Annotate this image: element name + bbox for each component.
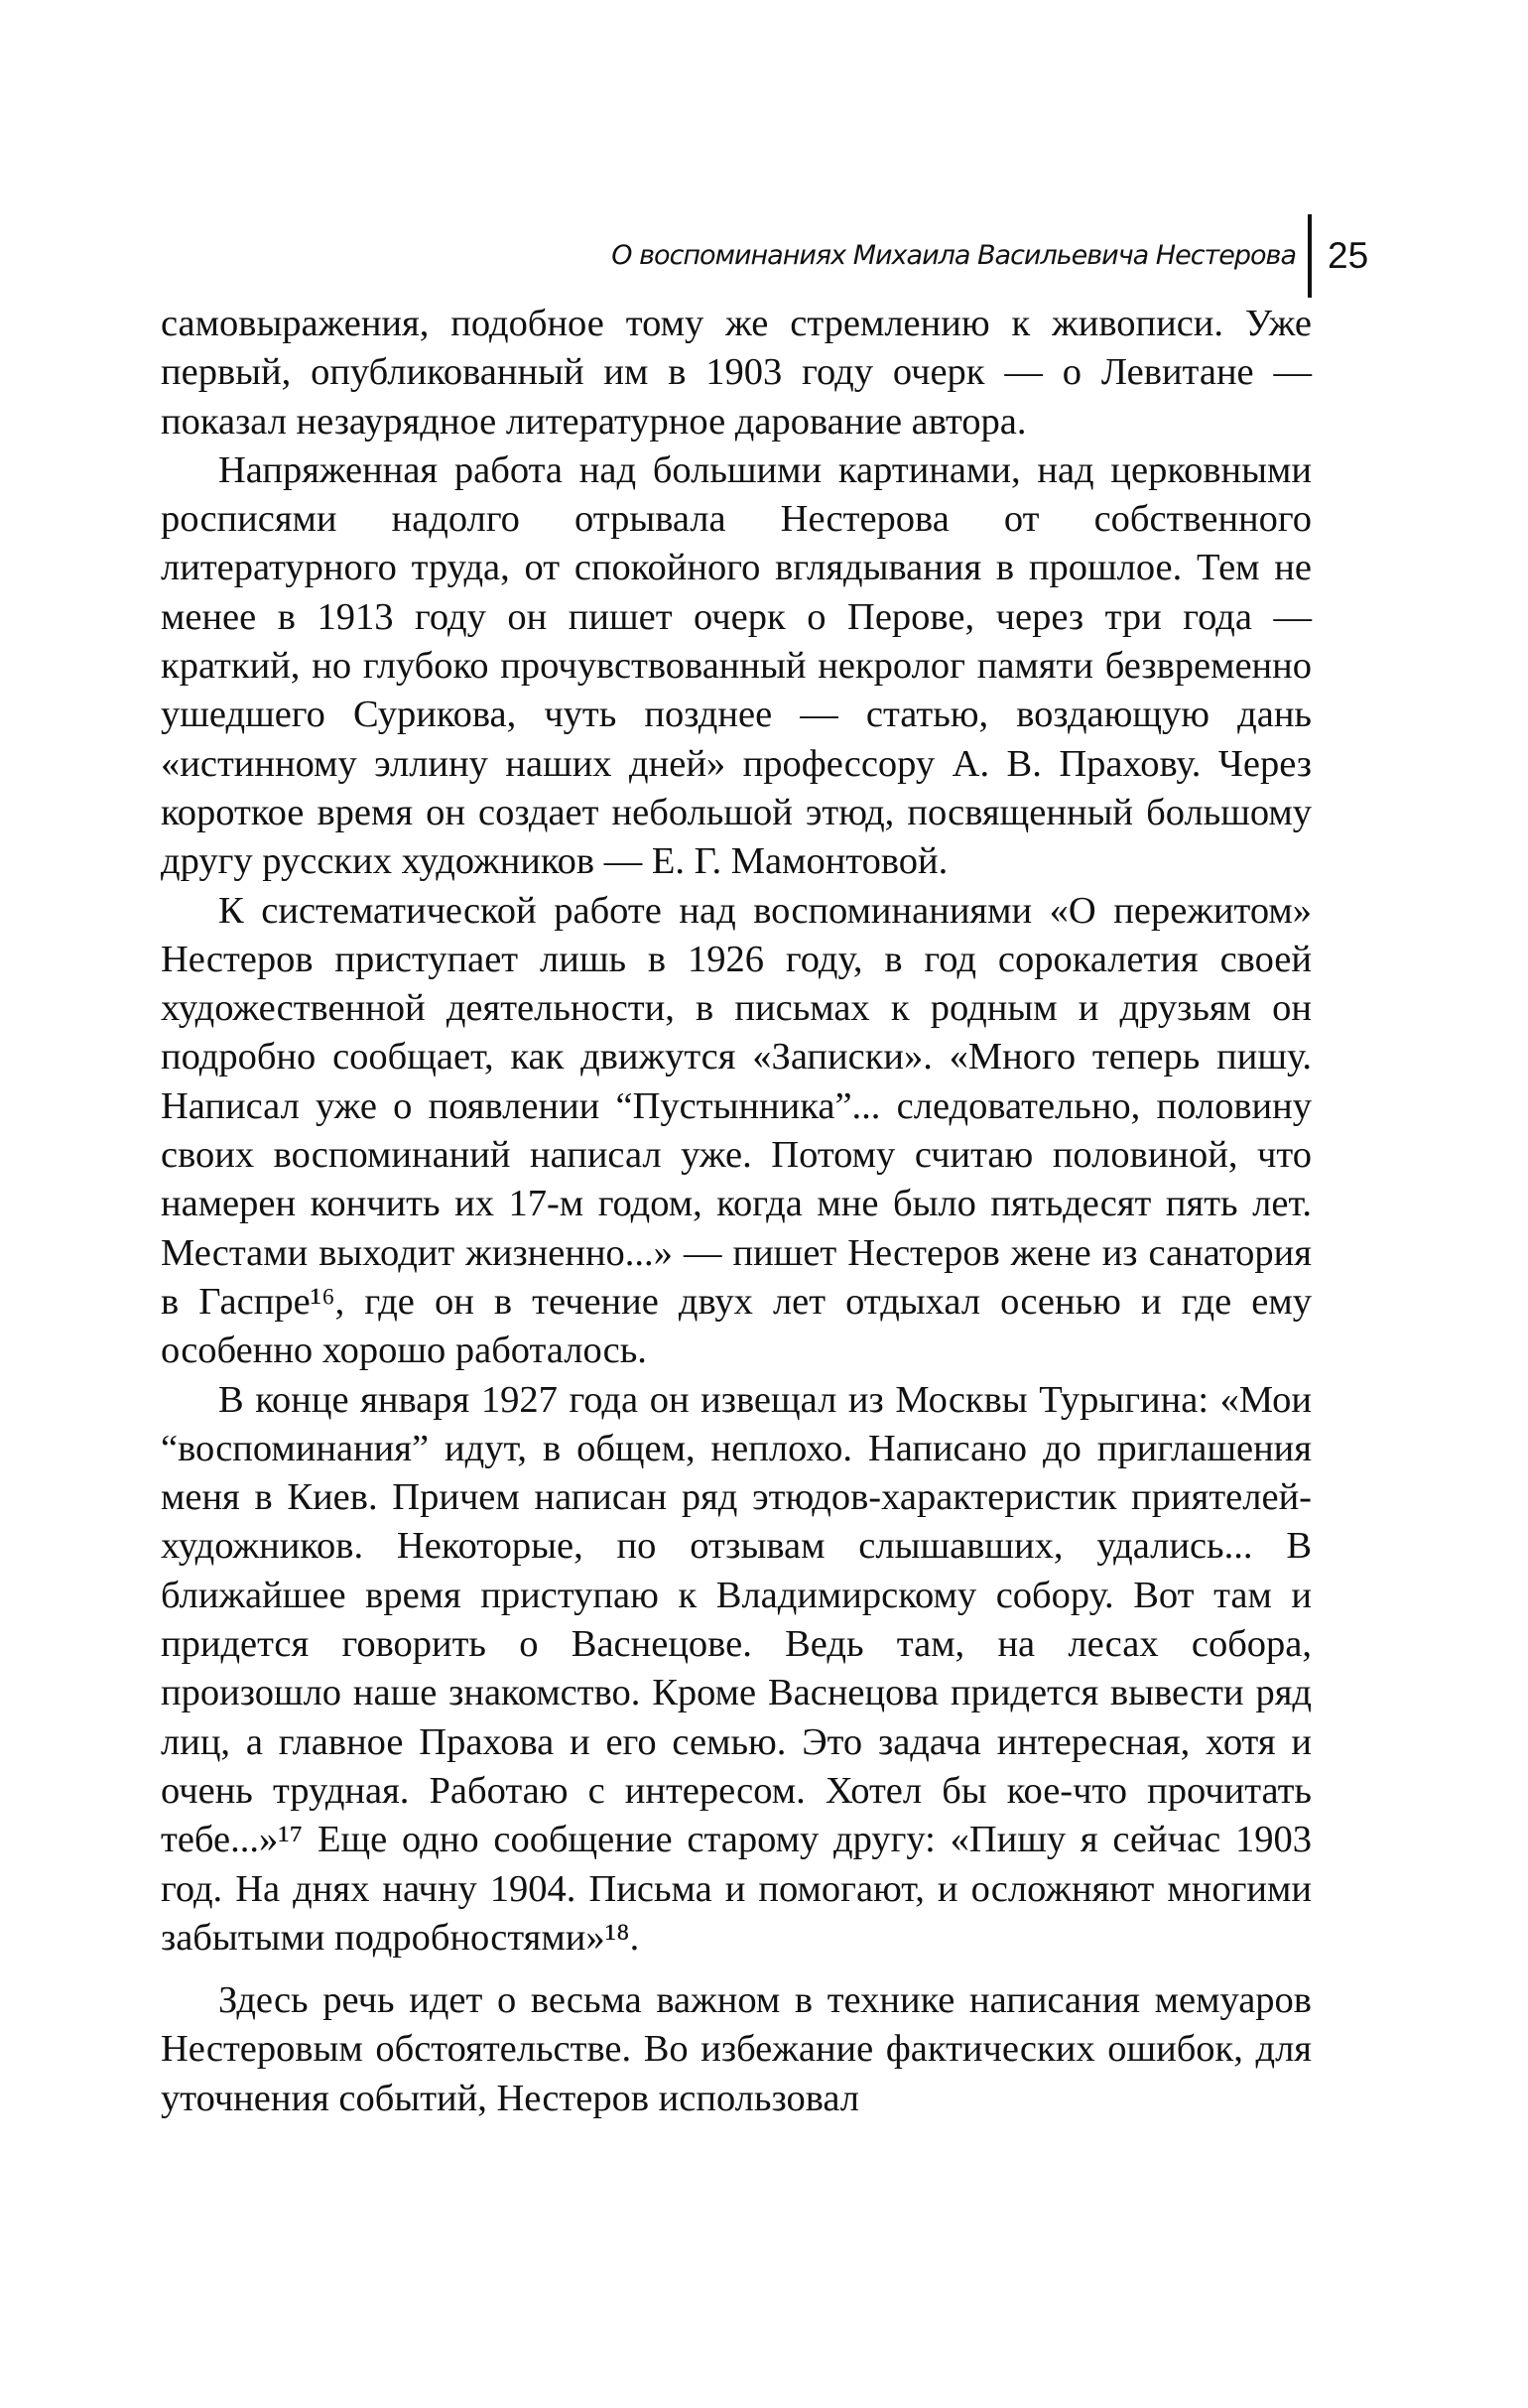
paragraph-5: Здесь речь идет о весьма важном в технике написания мемуаров Нестеровым обстоятельстве. Во избежание фактических ошибок, для уточнения событий, Нестеров использовал [161, 1979, 1312, 2119]
running-head-rule [1308, 214, 1312, 298]
running-head-title: О воспоминаниях Михаила Васильевича Нестерова [611, 240, 1296, 271]
page-number: 25 [1328, 235, 1369, 276]
paragraph-4: В конце января 1927 года он извещал из Москвы Турыгина: «Мои “воспоминания” идут, в общем, неплохо. Написано до приглашения меня в Киев. Причем написан ряд этюдов-характеристик приятелей-художников. Некоторые, по отзывам слышавших, удались... В ближайшее время приступаю к Владимирскому собору. Вот там и придется говорить о Васнецове. Ведь там, на лесах собора, произошло наше знакомство. Кроме Васнецова придется вывести ряд лиц, а главное Прахова и его семью. Это задача интересная, хотя и очень трудная. Работаю с интересом. Хотел бы кое-что прочитать тебе...»¹⁷ Еще одно сообщение старому другу: «Пишу я сейчас 1903 год. На днях начну 1904. Письма и помогают, и осложняют многими забытыми подробностями»¹⁸. [161, 1378, 1312, 1959]
body-text [161, 300, 1312, 2123]
paragraph-1: самовыражения, подобное тому же стремлению к живописи. Уже первый, опубликованный им в 1903 году очерк — о Левитане — показал незаурядное литературное дарование автора. [161, 303, 1312, 443]
paragraph-2: Напряженная работа над большими картинами, над церковными росписями надолго отрывала Нестерова от собственного литературного труда, от спокойного вглядывания в прошлое. Тем не менее в 1913 году он пишет очерк о Перове, через три года — краткий, но глубоко прочувствованный некролог памяти безвременно ушедшего Сурикова, чуть позднее — статью, воздающую дань «истинному эллину наших дней» профессору А. В. Прахову. Через короткое время он создает небольшой этюд, посвященный большому другу русских художников — Е. Г. Мамонтовой. [161, 448, 1312, 883]
paragraph-3: К систематической работе над воспоминаниями «О пережитом» Нестеров приступает лишь в 1926 году, в год сорокалетия своей художественной деятельности, в письмах к родным и друзьям он подробно сообщает, как движутся «Записки». «Много теперь пишу. Написал уже о появлении “Пустынника”... следовательно, половину своих воспоминаний написал уже. Потому считаю половиной, что намерен кончить их 17-м годом, когда мне было пятьдесят пять лет. Местами выходит жизненно...» — пишет Нестеров жене из санатория в Гаспре¹⁶, где он в течение двух лет отдыхал осенью и где ему особенно хорошо работалось. [161, 889, 1312, 1372]
